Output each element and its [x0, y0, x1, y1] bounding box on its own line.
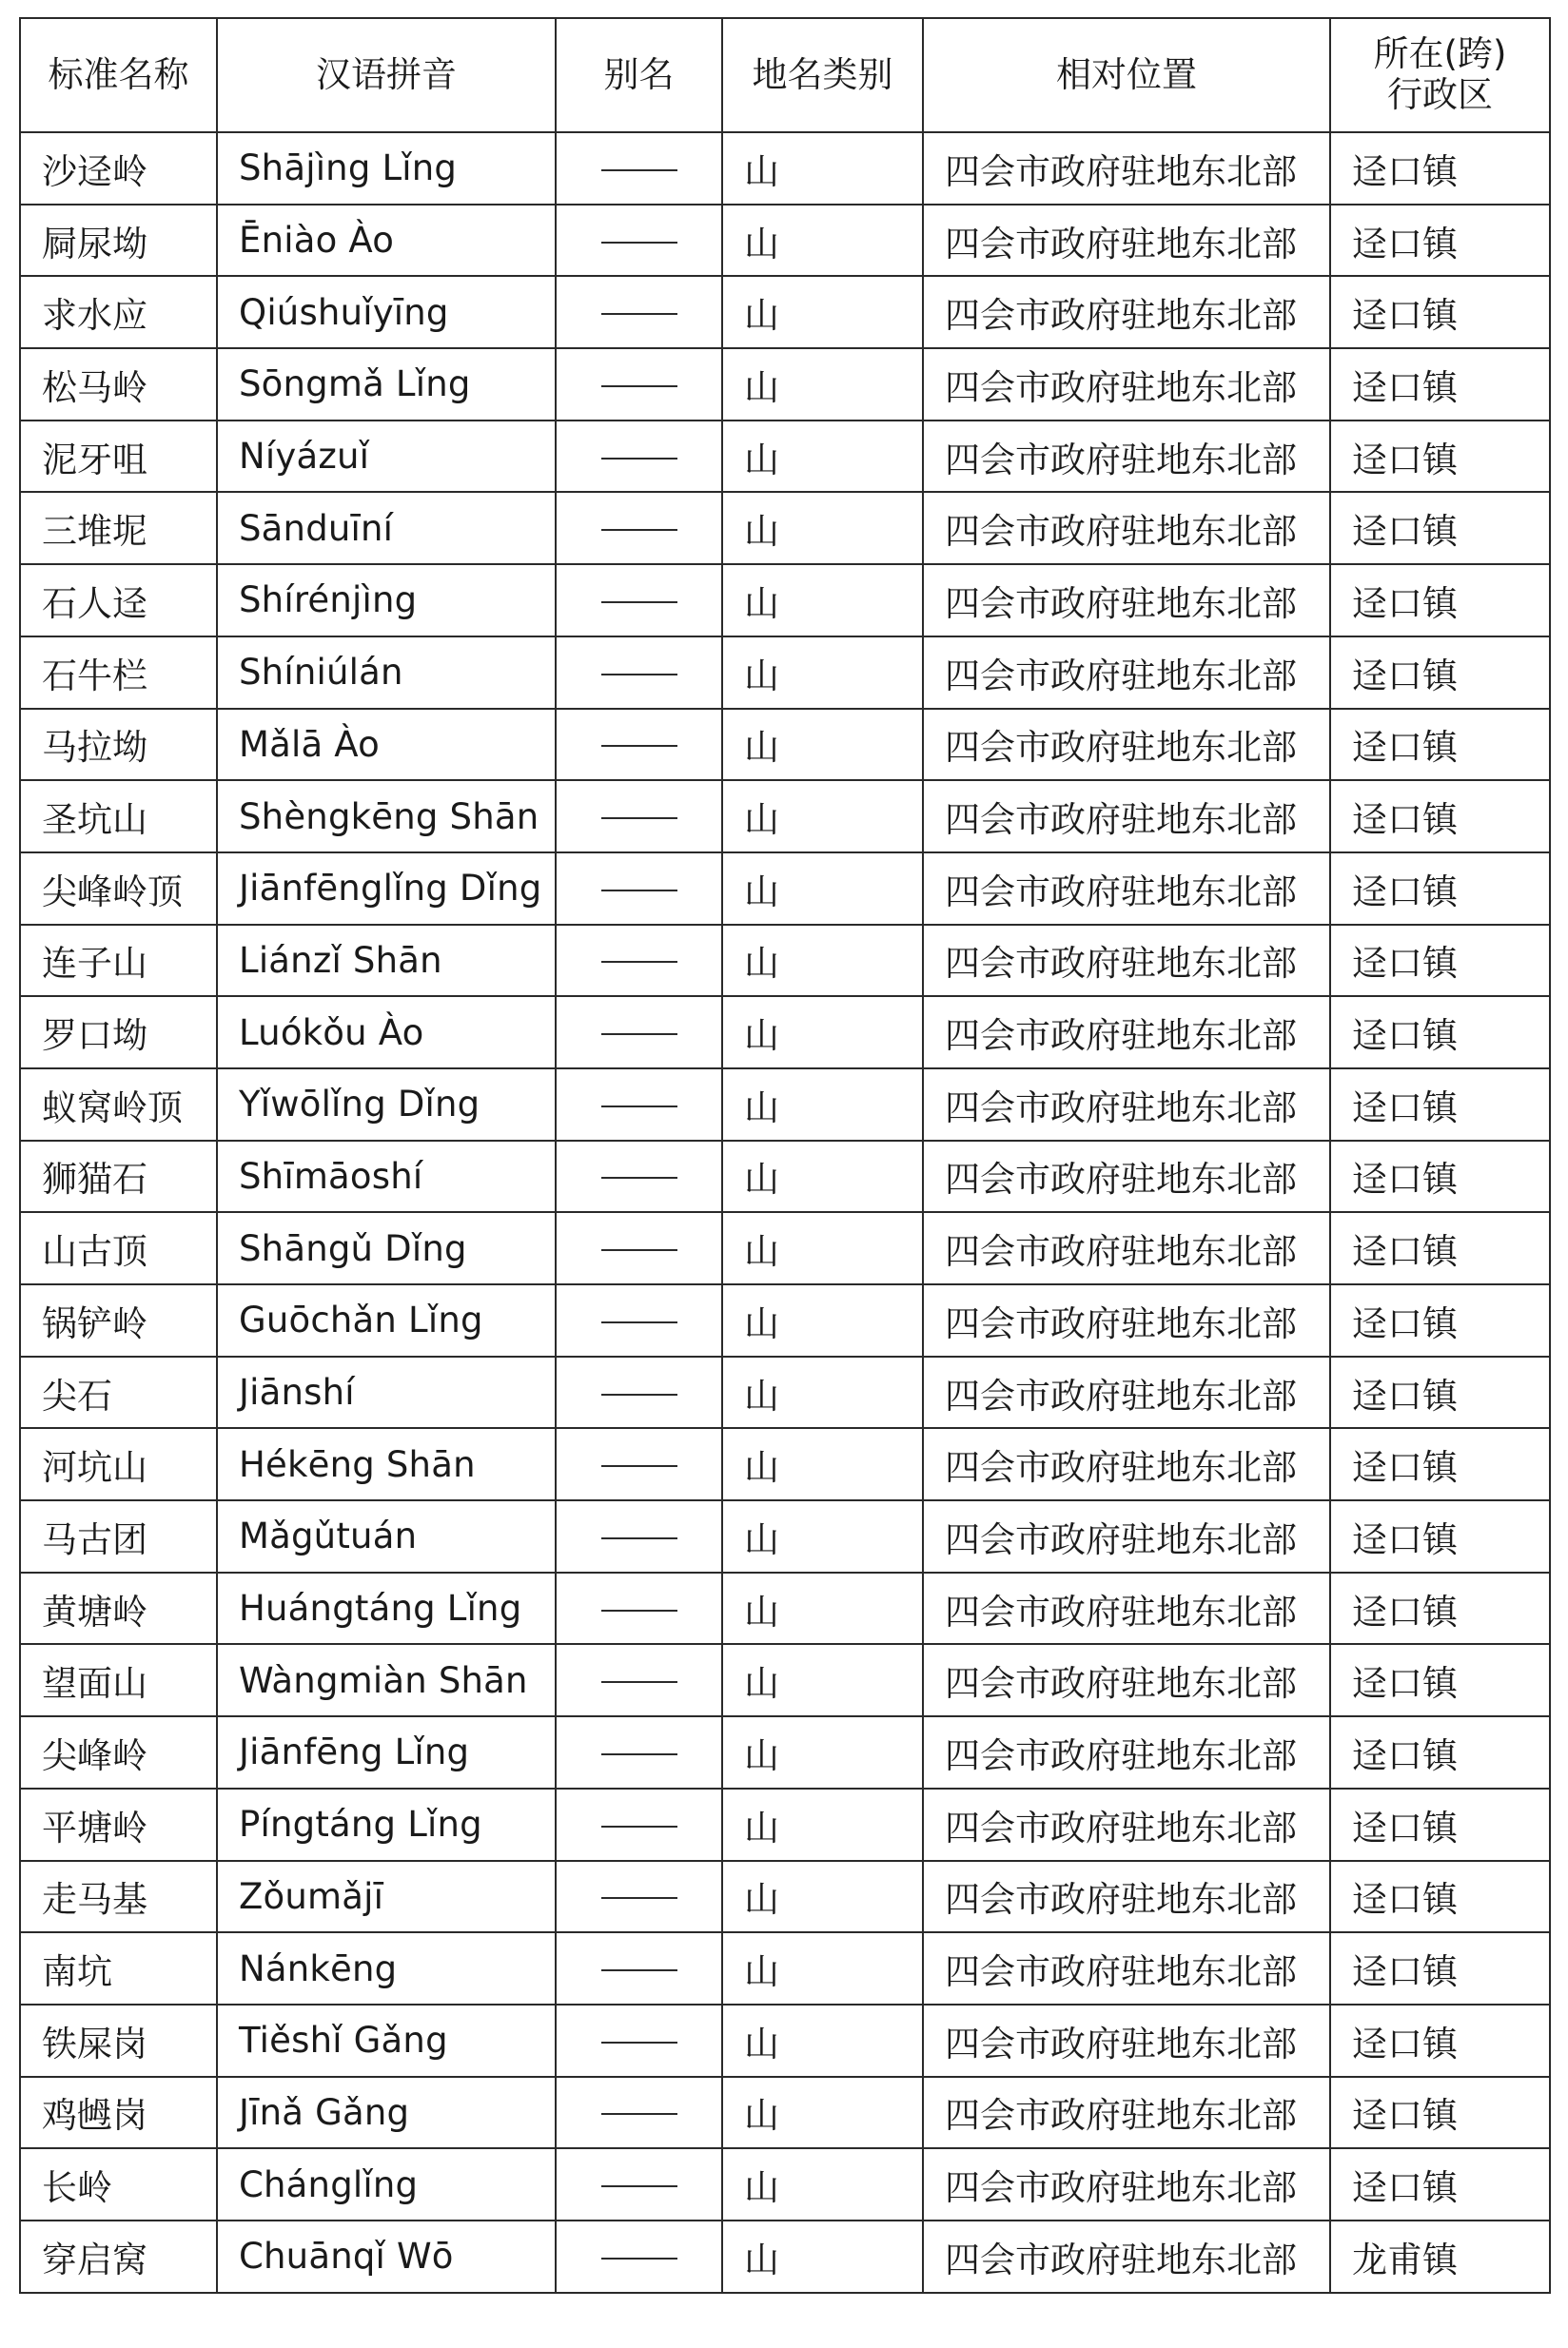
cell-alias — [556, 2221, 722, 2293]
cell-district: 迳口镇 — [1330, 1357, 1550, 1429]
cell-district: 迳口镇 — [1330, 205, 1550, 277]
cell-district: 迳口镇 — [1330, 1573, 1550, 1645]
cell-standard-name: 沙迳岭 — [20, 132, 217, 205]
cell-district: 迳口镇 — [1330, 2005, 1550, 2077]
table-row — [20, 1212, 1550, 1284]
cell-category: 山 — [722, 1284, 923, 1357]
cell-pinyin: Hékēng Shān — [217, 1428, 556, 1500]
cell-relative-location: 四会市政府驻地东北部 — [923, 2148, 1330, 2221]
table-row — [20, 492, 1550, 564]
header-pinyin: 汉语拼音 — [217, 18, 556, 132]
cell-standard-name: 尖石 — [20, 1357, 217, 1429]
alias-dash — [601, 1753, 677, 1755]
cell-pinyin: Qiúshuǐyīng — [217, 276, 556, 348]
cell-alias — [556, 1573, 722, 1645]
cell-standard-name: 泥牙咀 — [20, 421, 217, 493]
table-row — [20, 1861, 1550, 1933]
cell-pinyin: Nánkēng — [217, 1932, 556, 2005]
alias-dash — [601, 1969, 677, 1971]
cell-category: 山 — [722, 564, 923, 636]
cell-relative-location: 四会市政府驻地东北部 — [923, 2077, 1330, 2149]
cell-standard-name: 南坑 — [20, 1932, 217, 2005]
cell-relative-location: 四会市政府驻地东北部 — [923, 276, 1330, 348]
cell-pinyin: Jiānshí — [217, 1357, 556, 1429]
alias-dash — [601, 1033, 677, 1035]
cell-standard-name: 铁屎岗 — [20, 2005, 217, 2077]
alias-dash — [601, 1394, 677, 1396]
cell-alias — [556, 925, 722, 997]
cell-standard-name: 马古团 — [20, 1500, 217, 1573]
cell-pinyin: Shīmāoshí — [217, 1141, 556, 1213]
table-row — [20, 1932, 1550, 2005]
cell-relative-location: 四会市政府驻地东北部 — [923, 1932, 1330, 2005]
cell-district: 迳口镇 — [1330, 852, 1550, 925]
table-row — [20, 2077, 1550, 2149]
alias-dash — [601, 1321, 677, 1323]
cell-alias — [556, 636, 722, 709]
cell-pinyin: Jīnǎ Gǎng — [217, 2077, 556, 2149]
alias-dash — [601, 817, 677, 819]
cell-relative-location: 四会市政府驻地东北部 — [923, 348, 1330, 421]
header-district-line1: 所在(跨) — [1373, 33, 1507, 75]
cell-district: 迳口镇 — [1330, 348, 1550, 421]
cell-category: 山 — [722, 205, 923, 277]
cell-alias — [556, 852, 722, 925]
cell-relative-location: 四会市政府驻地东北部 — [923, 1500, 1330, 1573]
table-row — [20, 780, 1550, 852]
cell-standard-name: 锅铲岭 — [20, 1284, 217, 1357]
cell-category: 山 — [722, 709, 923, 781]
alias-dash — [601, 242, 677, 244]
cell-pinyin: Shíniúlán — [217, 636, 556, 709]
cell-pinyin: Luókǒu Ào — [217, 996, 556, 1068]
cell-category: 山 — [722, 852, 923, 925]
cell-standard-name: 平塘岭 — [20, 1789, 217, 1861]
cell-pinyin: Shèngkēng Shān — [217, 780, 556, 852]
table-row — [20, 1428, 1550, 1500]
cell-standard-name: 穿启窝 — [20, 2221, 217, 2293]
cell-standard-name: 河坑山 — [20, 1428, 217, 1500]
cell-pinyin: Tiěshǐ Gǎng — [217, 2005, 556, 2077]
cell-category: 山 — [722, 132, 923, 205]
cell-district: 迳口镇 — [1330, 1932, 1550, 2005]
cell-relative-location: 四会市政府驻地东北部 — [923, 421, 1330, 493]
table-row — [20, 996, 1550, 1068]
cell-pinyin: Chuānqǐ Wō — [217, 2221, 556, 2293]
cell-alias — [556, 492, 722, 564]
cell-relative-location: 四会市政府驻地东北部 — [923, 636, 1330, 709]
cell-category: 山 — [722, 492, 923, 564]
cell-category: 山 — [722, 276, 923, 348]
cell-relative-location: 四会市政府驻地东北部 — [923, 1573, 1330, 1645]
cell-relative-location: 四会市政府驻地东北部 — [923, 1644, 1330, 1716]
cell-category: 山 — [722, 1932, 923, 2005]
cell-relative-location: 四会市政府驻地东北部 — [923, 1284, 1330, 1357]
cell-standard-name: 尖峰岭 — [20, 1716, 217, 1789]
alias-dash — [601, 313, 677, 315]
cell-standard-name: 狮猫石 — [20, 1141, 217, 1213]
cell-alias — [556, 1212, 722, 1284]
cell-relative-location: 四会市政府驻地东北部 — [923, 564, 1330, 636]
table-row — [20, 1068, 1550, 1141]
table-row — [20, 1500, 1550, 1573]
place-name-table — [19, 17, 1551, 2294]
cell-standard-name: 连子山 — [20, 925, 217, 997]
table-row — [20, 276, 1550, 348]
header-alias: 别名 — [556, 18, 722, 132]
cell-alias — [556, 421, 722, 493]
table-row — [20, 1644, 1550, 1716]
cell-alias — [556, 132, 722, 205]
cell-category: 山 — [722, 2148, 923, 2221]
cell-standard-name: 松马岭 — [20, 348, 217, 421]
cell-pinyin: Jiānfēnglǐng Dǐng — [217, 852, 556, 925]
cell-standard-name: 屙尿坳 — [20, 205, 217, 277]
table-row — [20, 205, 1550, 277]
place-name-table-page — [19, 17, 1549, 2294]
cell-relative-location: 四会市政府驻地东北部 — [923, 1428, 1330, 1500]
alias-dash — [601, 1249, 677, 1251]
cell-category: 山 — [722, 1644, 923, 1716]
cell-category: 山 — [722, 1573, 923, 1645]
cell-alias — [556, 780, 722, 852]
cell-district: 迳口镇 — [1330, 925, 1550, 997]
alias-dash — [601, 458, 677, 460]
cell-pinyin: Zǒumǎjī — [217, 1861, 556, 1933]
cell-pinyin: Píngtáng Lǐng — [217, 1789, 556, 1861]
alias-dash — [601, 2042, 677, 2044]
cell-pinyin: Chánglǐng — [217, 2148, 556, 2221]
table-row — [20, 564, 1550, 636]
cell-category: 山 — [722, 1141, 923, 1213]
cell-category: 山 — [722, 1068, 923, 1141]
alias-dash — [601, 1681, 677, 1683]
alias-dash — [601, 1897, 677, 1899]
cell-relative-location: 四会市政府驻地东北部 — [923, 205, 1330, 277]
cell-district: 迳口镇 — [1330, 996, 1550, 1068]
cell-alias — [556, 1716, 722, 1789]
cell-category: 山 — [722, 421, 923, 493]
alias-dash — [601, 745, 677, 747]
alias-dash — [601, 601, 677, 603]
header-standard-name: 标准名称 — [20, 18, 217, 132]
table-body — [20, 132, 1550, 2293]
cell-relative-location: 四会市政府驻地东北部 — [923, 2221, 1330, 2293]
cell-category: 山 — [722, 2221, 923, 2293]
cell-standard-name: 望面山 — [20, 1644, 217, 1716]
alias-dash — [601, 1465, 677, 1467]
table-row — [20, 348, 1550, 421]
table-row — [20, 1141, 1550, 1213]
cell-standard-name: 尖峰岭顶 — [20, 852, 217, 925]
cell-relative-location: 四会市政府驻地东北部 — [923, 132, 1330, 205]
cell-relative-location: 四会市政府驻地东北部 — [923, 1716, 1330, 1789]
table-row — [20, 1284, 1550, 1357]
cell-relative-location: 四会市政府驻地东北部 — [923, 925, 1330, 997]
cell-pinyin: Yǐwōlǐng Dǐng — [217, 1068, 556, 1141]
cell-pinyin: Mǎlā Ào — [217, 709, 556, 781]
cell-pinyin: Sōngmǎ Lǐng — [217, 348, 556, 421]
cell-category: 山 — [722, 925, 923, 997]
table-row — [20, 2005, 1550, 2077]
cell-district: 迳口镇 — [1330, 1789, 1550, 1861]
cell-relative-location: 四会市政府驻地东北部 — [923, 709, 1330, 781]
cell-standard-name: 马拉坳 — [20, 709, 217, 781]
cell-alias — [556, 1932, 722, 2005]
cell-category: 山 — [722, 1357, 923, 1429]
cell-category: 山 — [722, 1716, 923, 1789]
alias-dash — [601, 674, 677, 675]
cell-relative-location: 四会市政府驻地东北部 — [923, 852, 1330, 925]
cell-district: 龙甫镇 — [1330, 2221, 1550, 2293]
cell-district: 迳口镇 — [1330, 636, 1550, 709]
cell-alias — [556, 709, 722, 781]
cell-district: 迳口镇 — [1330, 1068, 1550, 1141]
cell-standard-name: 山古顶 — [20, 1212, 217, 1284]
header-category: 地名类别 — [722, 18, 923, 132]
cell-standard-name: 罗口坳 — [20, 996, 217, 1068]
cell-district: 迳口镇 — [1330, 1500, 1550, 1573]
cell-relative-location: 四会市政府驻地东北部 — [923, 1789, 1330, 1861]
cell-standard-name: 黄塘岭 — [20, 1573, 217, 1645]
table-row — [20, 925, 1550, 997]
cell-alias — [556, 348, 722, 421]
cell-pinyin: Mǎgǔtuán — [217, 1500, 556, 1573]
cell-pinyin: Níyázuǐ — [217, 421, 556, 493]
cell-district: 迳口镇 — [1330, 1428, 1550, 1500]
cell-pinyin: Guōchǎn Lǐng — [217, 1284, 556, 1357]
header-relative-location: 相对位置 — [923, 18, 1330, 132]
cell-district: 迳口镇 — [1330, 1141, 1550, 1213]
alias-dash — [601, 1106, 677, 1107]
cell-alias — [556, 1141, 722, 1213]
cell-district: 迳口镇 — [1330, 709, 1550, 781]
cell-relative-location: 四会市政府驻地东北部 — [923, 1212, 1330, 1284]
header-district-line2: 行政区 — [1387, 74, 1493, 115]
cell-category: 山 — [722, 1861, 923, 1933]
table-row — [20, 1357, 1550, 1429]
cell-relative-location: 四会市政府驻地东北部 — [923, 996, 1330, 1068]
cell-pinyin: Huángtáng Lǐng — [217, 1573, 556, 1645]
cell-standard-name: 圣坑山 — [20, 780, 217, 852]
cell-pinyin: Ēniào Ào — [217, 205, 556, 277]
cell-alias — [556, 1861, 722, 1933]
alias-dash — [601, 1177, 677, 1179]
cell-district: 迳口镇 — [1330, 132, 1550, 205]
cell-relative-location: 四会市政府驻地东北部 — [923, 1141, 1330, 1213]
cell-district: 迳口镇 — [1330, 2148, 1550, 2221]
alias-dash — [601, 2113, 677, 2115]
cell-alias — [556, 205, 722, 277]
cell-relative-location: 四会市政府驻地东北部 — [923, 492, 1330, 564]
cell-district: 迳口镇 — [1330, 1284, 1550, 1357]
cell-category: 山 — [722, 996, 923, 1068]
cell-standard-name: 石牛栏 — [20, 636, 217, 709]
alias-dash — [601, 529, 677, 531]
cell-relative-location: 四会市政府驻地东北部 — [923, 1068, 1330, 1141]
cell-district: 迳口镇 — [1330, 1716, 1550, 1789]
table-header — [20, 18, 1550, 132]
table-row — [20, 2221, 1550, 2293]
alias-dash — [601, 1610, 677, 1612]
cell-relative-location: 四会市政府驻地东北部 — [923, 1357, 1330, 1429]
cell-district: 迳口镇 — [1330, 492, 1550, 564]
cell-category: 山 — [722, 780, 923, 852]
cell-standard-name: 三堆坭 — [20, 492, 217, 564]
cell-alias — [556, 564, 722, 636]
alias-dash — [601, 1537, 677, 1539]
cell-category: 山 — [722, 1789, 923, 1861]
alias-dash — [601, 2258, 677, 2260]
alias-dash — [601, 2185, 677, 2187]
cell-alias — [556, 1644, 722, 1716]
cell-district: 迳口镇 — [1330, 421, 1550, 493]
alias-dash — [601, 1826, 677, 1828]
cell-standard-name: 石人迳 — [20, 564, 217, 636]
cell-district: 迳口镇 — [1330, 1861, 1550, 1933]
table-row — [20, 852, 1550, 925]
cell-pinyin: Shírénjìng — [217, 564, 556, 636]
cell-district: 迳口镇 — [1330, 1644, 1550, 1716]
cell-district: 迳口镇 — [1330, 564, 1550, 636]
cell-relative-location: 四会市政府驻地东北部 — [923, 780, 1330, 852]
cell-alias — [556, 2005, 722, 2077]
cell-district: 迳口镇 — [1330, 1212, 1550, 1284]
cell-alias — [556, 1789, 722, 1861]
table-row — [20, 2148, 1550, 2221]
cell-category: 山 — [722, 1500, 923, 1573]
header-row — [20, 18, 1550, 132]
cell-district: 迳口镇 — [1330, 780, 1550, 852]
cell-relative-location: 四会市政府驻地东北部 — [923, 1861, 1330, 1933]
cell-pinyin: Sānduīní — [217, 492, 556, 564]
cell-category: 山 — [722, 1212, 923, 1284]
cell-alias — [556, 1357, 722, 1429]
cell-alias — [556, 2148, 722, 2221]
cell-pinyin: Jiānfēng Lǐng — [217, 1716, 556, 1789]
cell-standard-name: 蚁窝岭顶 — [20, 1068, 217, 1141]
cell-alias — [556, 276, 722, 348]
cell-category: 山 — [722, 348, 923, 421]
table-row — [20, 636, 1550, 709]
table-row — [20, 421, 1550, 493]
cell-alias — [556, 996, 722, 1068]
cell-alias — [556, 1284, 722, 1357]
cell-pinyin: Shāngǔ Dǐng — [217, 1212, 556, 1284]
cell-pinyin: Wàngmiàn Shān — [217, 1644, 556, 1716]
table-row — [20, 1573, 1550, 1645]
table-row — [20, 132, 1550, 205]
cell-alias — [556, 1068, 722, 1141]
cell-category: 山 — [722, 636, 923, 709]
table-row — [20, 1789, 1550, 1861]
alias-dash — [601, 961, 677, 963]
cell-alias — [556, 2077, 722, 2149]
table-row — [20, 709, 1550, 781]
header-district — [1330, 18, 1550, 132]
table-row — [20, 1716, 1550, 1789]
alias-dash — [601, 385, 677, 387]
cell-category: 山 — [722, 2077, 923, 2149]
cell-district: 迳口镇 — [1330, 2077, 1550, 2149]
cell-alias — [556, 1428, 722, 1500]
cell-standard-name: 鸡乸岗 — [20, 2077, 217, 2149]
cell-category: 山 — [722, 1428, 923, 1500]
cell-standard-name: 求水应 — [20, 276, 217, 348]
cell-district: 迳口镇 — [1330, 276, 1550, 348]
cell-relative-location: 四会市政府驻地东北部 — [923, 2005, 1330, 2077]
cell-standard-name: 走马基 — [20, 1861, 217, 1933]
alias-dash — [601, 890, 677, 891]
cell-pinyin: Liánzǐ Shān — [217, 925, 556, 997]
cell-standard-name: 长岭 — [20, 2148, 217, 2221]
cell-pinyin: Shājìng Lǐng — [217, 132, 556, 205]
cell-alias — [556, 1500, 722, 1573]
cell-category: 山 — [722, 2005, 923, 2077]
alias-dash — [601, 169, 677, 171]
